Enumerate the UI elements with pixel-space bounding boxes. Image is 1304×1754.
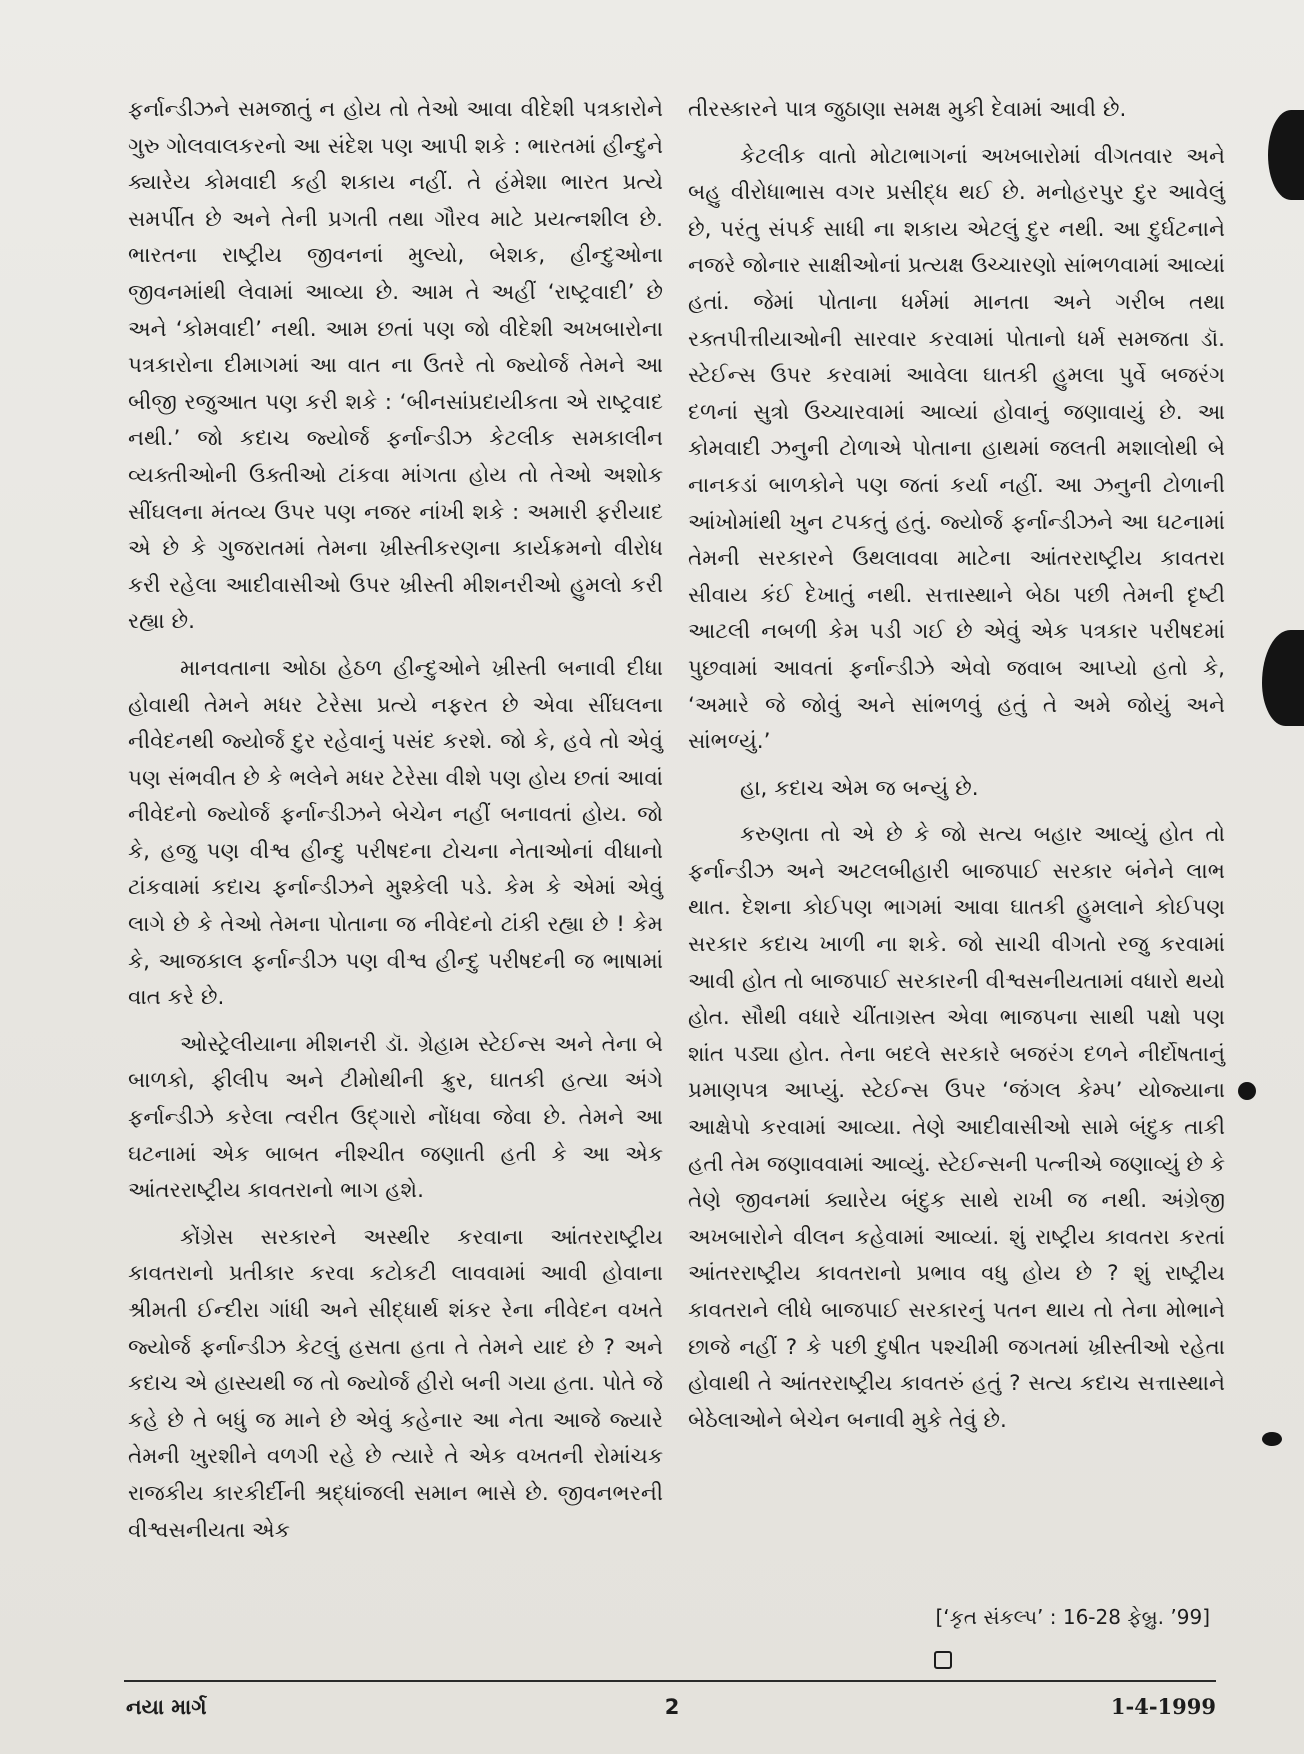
source-citation: [‘કૃત સંકલ્પ’ : 16-28 ફેબ્રુ. ’99] [935, 1605, 1210, 1629]
publication-name: નયા માર્ગ [126, 1695, 207, 1719]
page-number: 2 [664, 1695, 680, 1719]
paper-damage-mark [1262, 630, 1304, 726]
paragraph: તીરસ્કારને પાત્ર જુઠાણા સમક્ષ મુકી દેવામાં આવી છે. [688, 97, 1127, 122]
paper-damage-mark [1268, 110, 1304, 200]
issue-date: 1-4-1999 [1110, 1694, 1216, 1719]
footer-divider [124, 1680, 1216, 1682]
paragraph: ઓસ્ટ્રેલીયાના મીશનરી ડૉ. ગ્રેહામ સ્ટેઈન્સ અને તેના બે બાળકો, ફીલીપ અને ટીમોથીની ક્રુર, ઘાતકી હત્યા અંગે ફર્નાન્ડીઝે કરેલા ત્વરીત ઉદ્ગારો નોંધવા જેવા છે. તેમને આ ઘટનામાં એક બાબત નીશ્ચીત જણાતી હતી કે આ એક આંતરરાષ્ટ્રીય કાવતરાનો ભાગ હશે. [128, 1031, 663, 1204]
paper-damage-mark [1262, 1432, 1282, 1446]
paragraph: હા, કદાચ એમ જ બન્યું છે. [740, 775, 979, 801]
end-of-article-icon [934, 1651, 952, 1669]
paragraph: કોંગ્રેસ સરકારને અસ્થીર કરવાના આંતરરાષ્ટ્રીય કાવતરાનો પ્રતીકાર કરવા કટોકટી લાવવામાં આવી હોવાના શ્રીમતી ઈન્દીરા ગાંધી અને સીદ્ધાર્થ શંકર રેના નીવેદન વખતે જ્યોર્જ ફર્નાન્ડીઝ કેટલું હસતા હતા તે તેમને યાદ છે ? અને કદાચ એ હાસ્યથી જ તો જ્યોર્જ હીરો બની ગયા હતા. પોતે જે કહે છે તે બધું જ માને છે એવું કહેનાર આ નેતા આજે જ્યારે તેમની ખુરશીને વળગી રહે છે ત્યારે તે એક વખતની રોમાંચક રાજકીય કારકીર્દીની શ્રદ્ધાંજલી સમાન ભાસે છે. જીવનભરની વીશ્વસનીયતા એક [128, 1224, 663, 1543]
paper-damage-mark [1238, 1082, 1256, 1100]
paragraph: કરુણતા તો એ છે કે જો સત્ય બહાર આવ્યું હોત તો ફર્નાન્ડીઝ અને અટલબીહારી બાજપાઈ સરકાર બંનેને લાભ થાત. દેશના કોઈપણ ભાગમાં આવા ઘાતકી હુમલાને કોઈપણ સરકાર કદાચ ખાળી ના શકે. જો સાચી વીગતો રજુ કરવામાં આવી હોત તો બાજપાઈ સરકારની વીશ્વસનીયતામાં વધારો થયો હોત. સૌથી વધારે ચીંતાગ્રસ્ત એવા ભાજપના સાથી પક્ષો પણ શાંત પડ્યા હોત. તેના બદલે સરકારે બજરંગ દળને નીર્દોષતાનું પ્રમાણપત્ર આપ્યું. સ્ટેઈન્સ ઉપર ‘જંગલ કેમ્પ’ યોજ્યાના આક્ષેપો કરવામાં આવ્યા. તેણે આદીવાસીઓ સામે બંદુક તાકી હતી તેમ જણાવવામાં આવ્યું. સ્ટેઈન્સની પત્નીએ જણાવ્યું છે કે તેણે જીવનમાં ક્યારેય બંદુક સાથે રાખી જ નથી. અંગ્રેજી અખબારોને વીલન કહેવામાં આવ્યાં. શું રાષ્ટ્રીય કાવતરા કરતાં આંતરરાષ્ટ્રીય કાવતરાનો પ્રભાવ વધુ હોય છે ? શું રાષ્ટ્રીય કાવતરાને લીધે બાજપાઈ સરકારનું પતન થાય તો તેના મોભાને છાજે નહીં ? કે પછી દુષીત પશ્ચીમી જગતમાં ખ્રીસ્તીઓ રહેતા હોવાથી તે આંતરરાષ્ટ્રીય કાવતરું હતું ? સત્ય કદાચ સત્તાસ્થાને બેઠેલાઓને બેચેન બનાવી મુકે તેવું છે. [688, 822, 1225, 1433]
left-column [128, 92, 663, 1549]
paragraph: ફર્નાન્ડીઝને સમજાતું ન હોય તો તેઓ આવા વીદેશી પત્રકારોને ગુરુ ગોલવાલકરનો આ સંદેશ પણ આપી શકે : ભારતમાં હીન્દુને ક્યારેય કોમવાદી કહી શકાય નહીં. તે હંમેશા ભારત પ્રત્યે સમર્પીત છે અને તેની પ્રગતી તથા ગૌરવ માટે પ્રયત્નશીલ છે. ભારતના રાષ્ટ્રીય જીવનનાં મુલ્યો, બેશક, હીન્દુઓના જીવનમાંથી લેવામાં આવ્યા છે. આમ તે અહીં ‘રાષ્ટ્રવાદી’ છે અને ‘કોમવાદી’ નથી. આમ છતાં પણ જો વીદેશી અખબારોના પત્રકારોના દીમાગમાં આ વાત ના ઉતરે તો જ્યોર્જ તેમને આ બીજી રજુઆત પણ કરી શકે : ‘બીનસાંપ્રદાયીકતા એ રાષ્ટ્રવાદ નથી.’ જો કદાચ જ્યોર્જ ફર્નાન્ડીઝ કેટલીક સમકાલીન વ્યક્તીઓની ઉક્તીઓ ટાંકવા માંગતા હોય તો તેઓ અશોક સીંઘલના મંતવ્ય ઉપર પણ નજર નાંખી શકે : અમારી ફરીયાદ એ છે કે ગુજરાતમાં તેમના ખ્રીસ્તીકરણના કાર્યક્રમનો વીરોધ કરી રહેલા આદીવાસીઓ ઉપર ખ્રીસ્તી મીશનરીઓ હુમલો કરી રહ્યા છે. [128, 97, 663, 635]
right-column [688, 92, 1225, 1439]
paragraph: કેટલીક વાતો મોટાભાગનાં અખબારોમાં વીગતવાર અને બહુ વીરોધાભાસ વગર પ્રસીદ્ધ થઈ છે. મનોહરપુર દુર આવેલું છે, પરંતુ સંપર્ક સાધી ના શકાય એટલું દુર નથી. આ દુર્ઘટનાને નજરે જોનાર સાક્ષીઓનાં પ્રત્યક્ષ ઉચ્ચારણો સાંભળવામાં આવ્યાં હતાં. જેમાં પોતાના ધર્મમાં માનતા અને ગરીબ તથા રક્તપીત્તીયાઓની સારવાર કરવામાં પોતાનો ધર્મ સમજતા ડૉ. સ્ટેઈન્સ ઉપર કરવામાં આવેલા ઘાતકી હુમલા પુર્વે બજરંગ દળનાં સુત્રો ઉચ્ચારવામાં આવ્યાં હોવાનું જણાવાયું છે. આ કોમવાદી ઝનુની ટોળાએ પોતાના હાથમાં જલતી મશાલોથી બે નાનકડાં બાળકોને પણ જતાં કર્યા નહીં. આ ઝનુની ટોળાની આંખોમાંથી ખુન ટપકતું હતું. જ્યોર્જ ફર્નાન્ડીઝને આ ઘટનામાં તેમની સરકારને ઉથલાવવા માટેના આંતરરાષ્ટ્રીય કાવતરા સીવાય કંઈ દેખાતું નથી. સત્તાસ્થાને બેઠા પછી તેમની દૃષ્ટી આટલી નબળી કેમ પડી ગઈ છે એવું એક પત્રકાર પરીષદમાં પુછવામાં આવતાં ફર્નાન્ડીઝે એવો જવાબ આપ્યો હતો કે, ‘અમારે જે જોવું અને સાંભળવું હતું તે અમે જોયું અને સાંભળ્યું.’ [688, 143, 1225, 755]
paragraph: માનવતાના ઓઠા હેઠળ હીન્દુઓને ખ્રીસ્તી બનાવી દીધા હોવાથી તેમને મધર ટેરેસા પ્રત્યે નફરત છે એવા સીંઘલના નીવેદનથી જ્યોર્જ દુર રહેવાનું પસંદ કરશે. જો કે, હવે તો એવું પણ સંભવીત છે કે ભલેને મધર ટેરેસા વીશે પણ હોય છતાં આવાં નીવેદનો જ્યોર્જ ફર્નાન્ડીઝને બેચેન નહીં બનાવતાં હોય. જો કે, હજુ પણ વીશ્વ હીન્દુ પરીષદના ટોચના નેતાઓનાં વીધાનો ટાંકવામાં કદાચ ફર્નાન્ડીઝને મુશ્કેલી પડે. કેમ કે એમાં એવું લાગે છે કે તેઓ તેમના પોતાના જ નીવેદનો ટાંકી રહ્યા છે ! કેમ કે, આજકાલ ફર્નાન્ડીઝ પણ વીશ્વ હીન્દુ પરીષદની જ ભાષામાં વાત કરે છે. [128, 655, 663, 1011]
